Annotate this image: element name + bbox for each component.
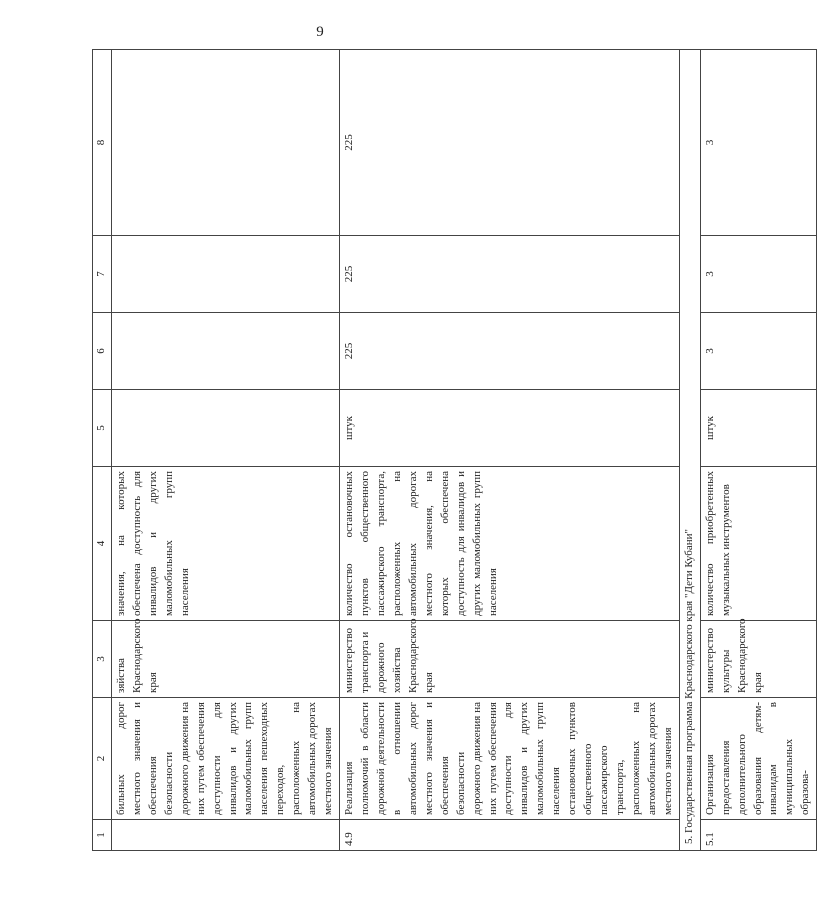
rotated-table-container bbox=[92, 50, 812, 851]
event-name: Организация предоставления дополнительного образования детям-инвалидам в муниципальных образова- bbox=[700, 698, 817, 820]
value-7: 225 bbox=[340, 236, 680, 313]
page-number: 9 bbox=[316, 24, 324, 40]
row-number: 4.9 bbox=[340, 820, 680, 851]
indicator-name: количество приобретенных музыкальных инструментов bbox=[700, 467, 817, 621]
unit bbox=[111, 390, 339, 467]
header-cell: 3 bbox=[93, 621, 112, 698]
value-6 bbox=[111, 313, 339, 390]
row-number bbox=[111, 820, 339, 851]
responsible-party: министерство транспорта и дорожного хозяйства Краснодарского края bbox=[340, 621, 680, 698]
event-name: бильных дорог местного значения и обеспечения безопасности дорожного движения на них путем обеспечения доступности для инвалидов и других маломобильных групп населения пешеходных переходов, расположенных на автомобильных дорогах местного значения bbox=[111, 698, 339, 820]
event-name: Реализация полномочий в области дорожной деятельности в отношении автомобильных дорог местного значения и обеспечения безопасности дорожного движения на них путем обеспечения доступности для инвалидов и других маломобильных групп населения остановочных пунктов общественного пассажирского транспорта, расположенных на автомобильных дорогах местного значения bbox=[340, 698, 680, 820]
unit: штук bbox=[340, 390, 680, 467]
value-6: 3 bbox=[700, 313, 817, 390]
header-cell: 8 bbox=[93, 50, 112, 236]
header-cell: 2 bbox=[93, 698, 112, 820]
header-cell: 5 bbox=[93, 390, 112, 467]
indicator-name: количество остановочных пунктов общественного пассажирского транспорта, расположенных на автомобильных дорогах местного значения, на которых обеспечена доступность для инвалидов и других маломобильных групп населения bbox=[340, 467, 680, 621]
section-title: 5. Государственная программа Краснодарского края "Дети Кубани" bbox=[679, 50, 700, 851]
table-row bbox=[340, 50, 680, 851]
header-cell: 7 bbox=[93, 236, 112, 313]
table-row bbox=[700, 50, 817, 851]
data-table bbox=[92, 49, 817, 851]
responsible-party: зяйства Краснодарского края bbox=[111, 621, 339, 698]
value-8: 3 bbox=[700, 50, 817, 236]
header-cell: 1 bbox=[93, 820, 112, 851]
indicator-name: значения, на которых обеспечена доступность для инвалидов и других маломобильных групп населения bbox=[111, 467, 339, 621]
value-7: 3 bbox=[700, 236, 817, 313]
header-row bbox=[93, 50, 112, 851]
responsible-party: министерство культуры Краснодарского края bbox=[700, 621, 817, 698]
value-8: 225 bbox=[340, 50, 680, 236]
value-6: 225 bbox=[340, 313, 680, 390]
value-8 bbox=[111, 50, 339, 236]
table-row bbox=[111, 50, 339, 851]
header-cell: 4 bbox=[93, 467, 112, 621]
section-row bbox=[679, 50, 700, 851]
row-number: 5.1 bbox=[700, 820, 817, 851]
value-7 bbox=[111, 236, 339, 313]
unit: штук bbox=[700, 390, 817, 467]
header-cell: 6 bbox=[93, 313, 112, 390]
